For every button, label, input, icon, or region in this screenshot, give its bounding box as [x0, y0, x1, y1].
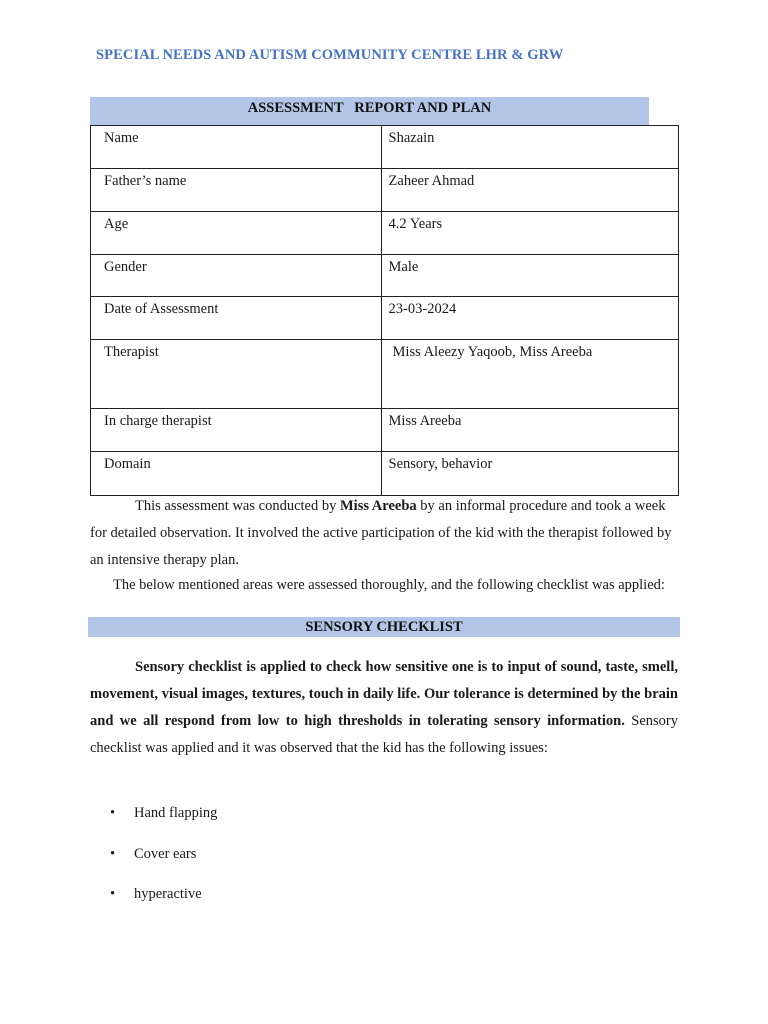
list-item [110, 886, 217, 927]
report-title: ASSESSMENT REPORT AND PLAN [90, 97, 649, 125]
row-label-therapist: Therapist [91, 340, 382, 409]
issues-list [110, 805, 217, 927]
row-label-gender: Gender [91, 255, 382, 297]
row-value-domain: Sensory, behavior [381, 452, 678, 496]
intro-text-start: This assessment was conducted by [135, 498, 340, 514]
issue-label: hyperactive [134, 886, 202, 902]
list-item [110, 805, 217, 846]
sensory-checklist-title: SENSORY CHECKLIST [88, 617, 680, 637]
row-value-gender: Male [381, 255, 678, 297]
row-value-age: 4.2 Years [381, 212, 678, 255]
intro-text-end: by an informal procedure and took a week for detailed observation. It involved the active participation of the kid with the therapist followed by an intensive therapy plan. [90, 498, 672, 568]
row-value-date-of-assessment: 23-03-2024 [381, 297, 678, 340]
row-value-name: Shazain [381, 126, 678, 169]
row-label-name: Name [91, 126, 382, 169]
sensory-definition-bold: Sensory checklist is applied to check how sensitive one is to input of sound, taste, smell, movement, visual images, textures, touch in daily life. Our tolerance is determined by the brain and we all respond from low to high thresholds in tolerating sensory information. [90, 659, 678, 729]
row-value-father-name: Zaheer Ahmad [381, 169, 678, 212]
table-row [91, 297, 679, 340]
row-label-domain: Domain [91, 452, 382, 496]
issue-label: Cover ears [134, 845, 197, 862]
bullet-icon: • [110, 805, 116, 821]
table-row [91, 169, 679, 212]
assessment-info-table [90, 125, 679, 496]
table-row [91, 409, 679, 452]
issue-label: Hand flapping [134, 805, 218, 821]
table-row [91, 340, 679, 409]
sensory-description-paragraph [90, 654, 678, 762]
table-row [91, 255, 679, 297]
sensory-observation-text: Sensory checklist was applied and it was observed that the kid has the following issues: [90, 713, 678, 756]
row-label-age: Age [91, 212, 382, 255]
bullet-icon: • [110, 845, 116, 862]
row-value-therapist: Miss Aleezy Yaqoob, Miss Areeba [381, 340, 678, 409]
row-label-father-name: Father’s name [91, 169, 382, 212]
row-label-date-of-assessment: Date of Assessment [91, 297, 382, 340]
checklist-intro-paragraph: The below mentioned areas were assessed thoroughly, and the following checklist was applied: [113, 577, 665, 593]
row-value-in-charge-therapist: Miss Areeba [381, 409, 678, 452]
organization-title: SPECIAL NEEDS AND AUTISM COMMUNITY CENTRE LHR & GRW [96, 47, 564, 63]
bullet-icon: • [110, 886, 116, 902]
conductor-name: Miss Areeba [339, 498, 417, 514]
table-row [91, 212, 679, 255]
table-row [91, 126, 679, 169]
intro-paragraph [90, 493, 680, 574]
row-label-in-charge-therapist: In charge therapist [91, 409, 382, 452]
list-item [110, 846, 217, 887]
table-row [91, 452, 679, 496]
